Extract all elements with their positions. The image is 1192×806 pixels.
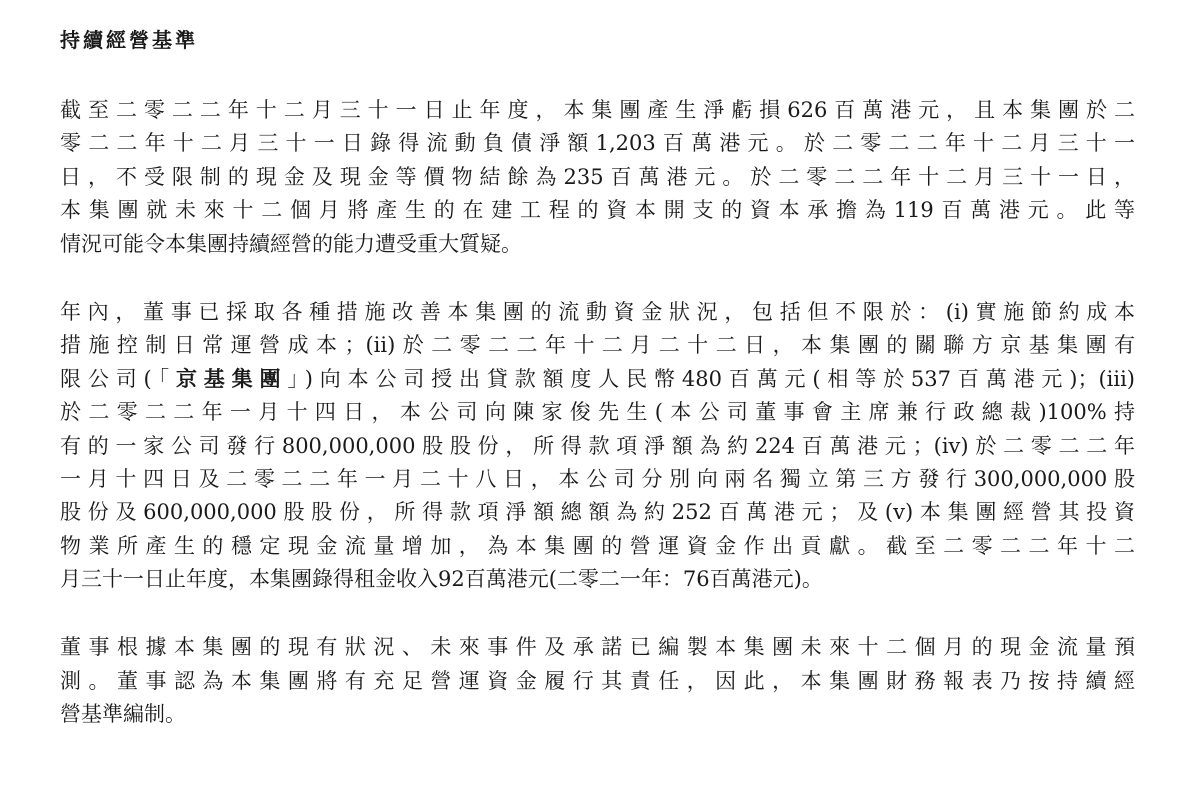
text-line: 一月十四日及二零二二年一月二十八日，本公司分別向兩名獨立第三方發行300,000,000股: [60, 466, 1135, 491]
text-line: 截至二零二二年十二月三十一日止年度，本集團產生淨虧損626百萬港元，且本集團於二: [60, 98, 1135, 122]
text-line: 董事根據本集團的現有狀況、未來事件及承諾已編製本集團未來十二個月的現金流量預: [60, 635, 1135, 660]
text-line: 股份及600,000,000股股份，所得款項淨額總額為約252百萬港元；及(v)本集團經營其投資: [60, 500, 1135, 525]
text-line: 有的一家公司發行800,000,000股股份，所得款項淨額為約224百萬港元；(iv)於二零二二年: [60, 433, 1135, 458]
bold-company-name: 京基集團: [175, 366, 288, 391]
text-line: 情況可能令本集團持續經營的能力遭受重大質疑。: [60, 231, 522, 256]
text-line: 月三十一日止年度，本集團錄得租金收入92百萬港元(二零二一年：76百萬港元)。: [60, 567, 823, 592]
section-heading: 持續經營基準: [60, 28, 198, 52]
text-line: 於二零二二年一月十四日，本公司向陳家俊先生(本公司董事會主席兼行政總裁)100%持: [60, 400, 1135, 425]
text-line: 物業所產生的穩定現金流量增加，為本集團的營運資金作出貢獻。截至二零二二年十二: [60, 533, 1135, 558]
text-line: 日，不受限制的現金及現金等價物結餘為235百萬港元。於二零二二年十二月三十一日，: [60, 164, 1135, 189]
paragraph-losses: [60, 94, 1135, 261]
paragraph-conclusion: [60, 631, 1135, 731]
document-page: [60, 26, 1135, 732]
text-segment: 」)向本公司授出貸款額度人民幣480百萬元(相等於537百萬港元)；(iii): [287, 366, 1136, 391]
text-line-with-bold: [60, 363, 1135, 396]
text-line: 措施控制日常運營成本；(ii)於二零二二年十二月二十二日，本集團的關聯方京基集團有: [60, 333, 1135, 358]
text-line: 零二二年十二月三十一日錄得流動負債淨額1,203百萬港元。於二零二二年十二月三十一: [60, 131, 1135, 156]
paragraph-measures: [60, 296, 1135, 597]
text-line: 測。董事認為本集團將有充足營運資金履行其責任，因此，本集團財務報表乃按持續經: [60, 668, 1135, 693]
text-line: 年內，董事已採取各種措施改善本集團的流動資金狀況，包括但不限於：(i)實施節約成本: [60, 299, 1135, 324]
text-line: 營基準編制。: [60, 702, 186, 727]
text-line: 本集團就未來十二個月將產生的在建工程的資本開支的資本承擔為119百萬港元。此等: [60, 198, 1135, 223]
text-segment: 限公司(「: [60, 366, 176, 391]
